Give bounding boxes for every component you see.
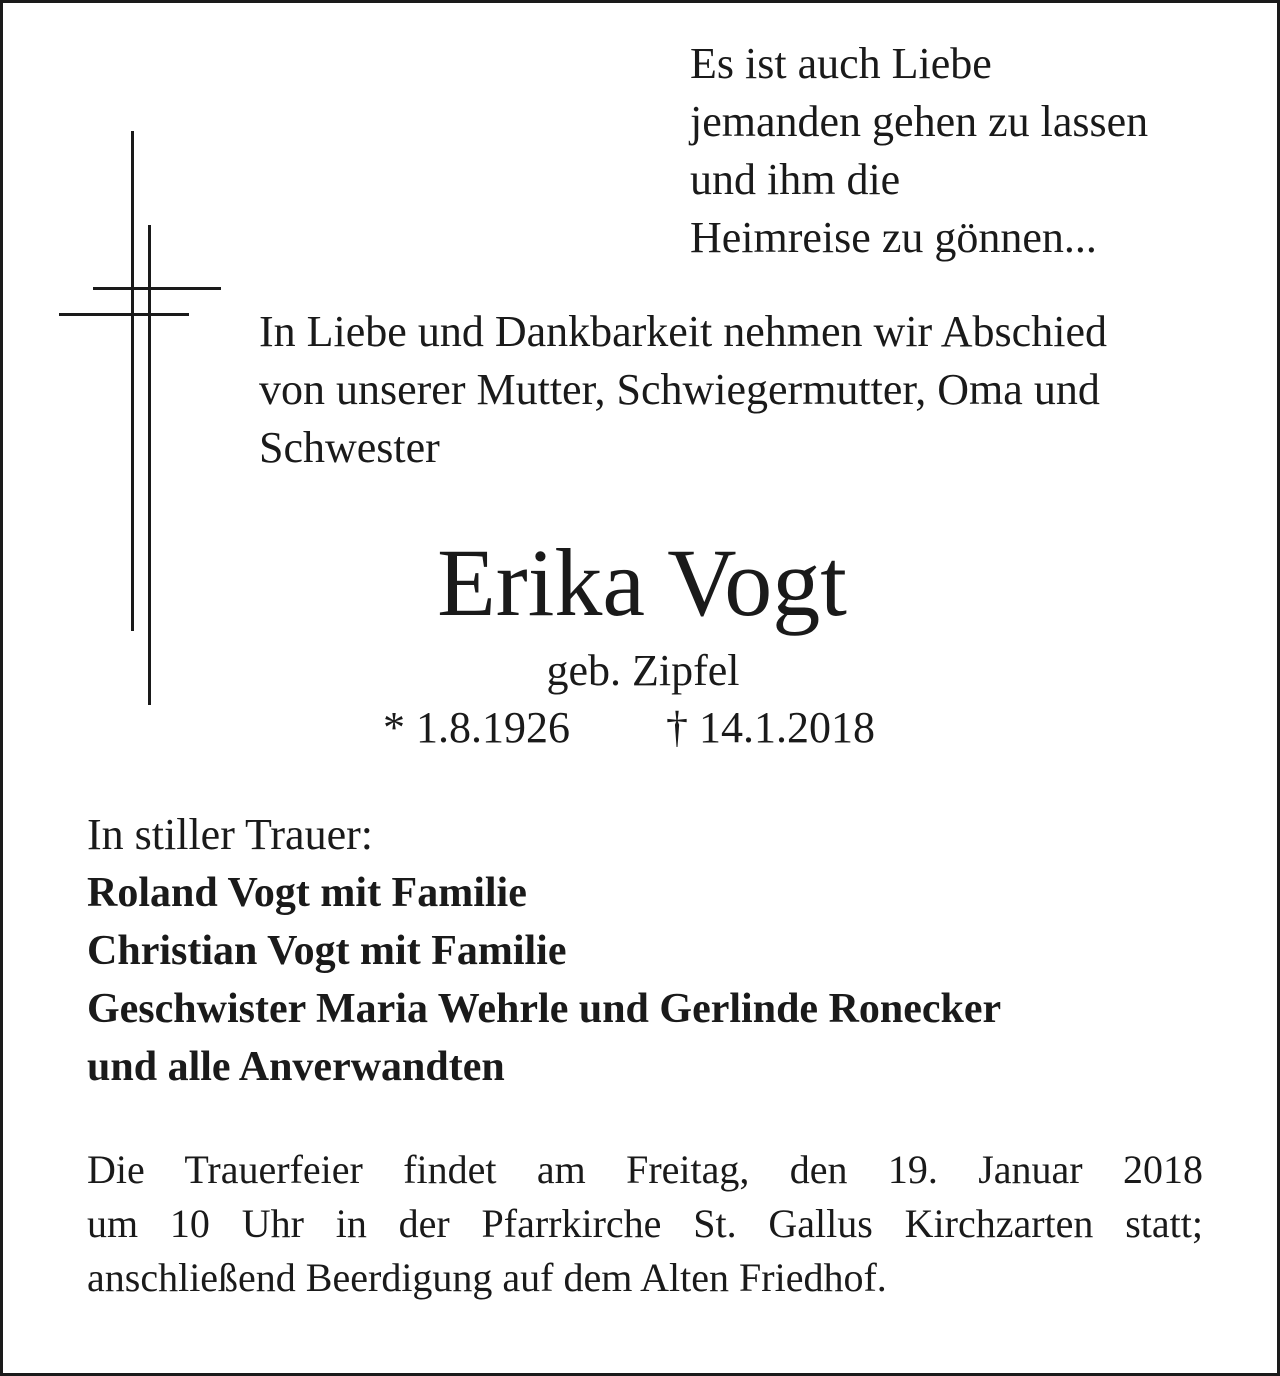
deceased-name-text: Erika Vogt [437, 529, 847, 636]
farewell-line: von unserer Mutter, Schwiegermutter, Oma und [259, 365, 1100, 414]
birth-date: * 1.8.1926 [383, 703, 570, 752]
quote-line: Es ist auch Liebe [690, 39, 992, 88]
funeral-service-info [87, 1143, 1203, 1305]
quote-line: jemanden gehen zu lassen [690, 97, 1149, 146]
cross-horizontal-bottom [59, 313, 189, 316]
mourner-name: Geschwister Maria Wehrle und Gerlinde Ronecker [87, 986, 1002, 1032]
mourner-name: Christian Vogt mit Familie [87, 928, 567, 974]
cross-horizontal-top [93, 287, 221, 290]
mourner-name: und alle Anverwandten [87, 1044, 505, 1090]
farewell-line: Schwester [259, 423, 440, 472]
birth-name: geb. Zipfel [546, 646, 740, 695]
service-line: anschließend Beerdigung auf dem Alten Friedhof. [87, 1255, 887, 1300]
quote-line: und ihm die [690, 155, 901, 204]
service-line: um 10 Uhr in der Pfarrkirche St. Gallus Kirchzarten statt; [87, 1201, 1203, 1246]
mourners-label: In stiller Trauer: [87, 810, 373, 859]
quote-line: Heimreise zu gönnen... [690, 213, 1097, 262]
deceased-name [3, 525, 1280, 641]
memorial-quote [690, 35, 1148, 267]
mourners-list [87, 806, 1001, 1096]
farewell-line: In Liebe und Dankbarkeit nehmen wir Abschied [259, 307, 1107, 356]
death-date: † 14.1.2018 [666, 703, 875, 752]
farewell-text [259, 303, 1107, 477]
mourner-name: Roland Vogt mit Familie [87, 870, 527, 916]
service-line: Die Trauerfeier findet am Freitag, den 19. Januar 2018 [87, 1147, 1203, 1192]
